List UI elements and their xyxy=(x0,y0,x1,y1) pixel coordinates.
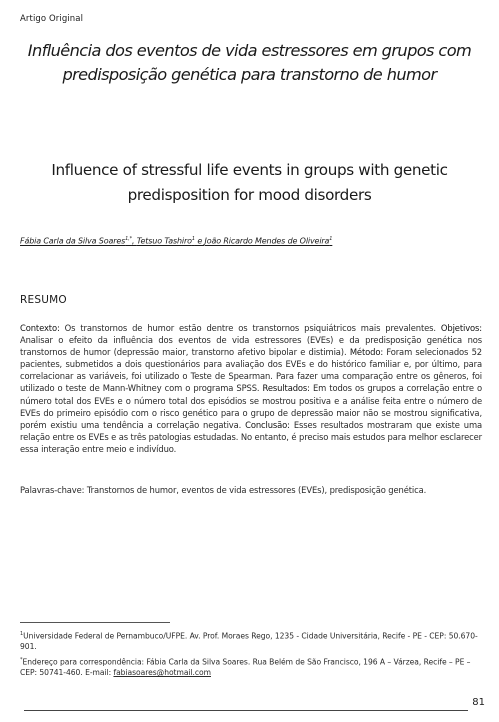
footnote-mark: * xyxy=(20,656,23,663)
author-separator: e xyxy=(194,236,205,246)
footnote-mark: 1 xyxy=(20,631,24,637)
title-english: Influence of stressful life events in groups with genetic predisposition for mood disorders xyxy=(51,161,448,204)
author-affiliation-mark: 1 xyxy=(329,236,333,242)
abstract-label-resultados: Resultados: xyxy=(262,383,310,394)
author-affiliation-mark: 1 xyxy=(191,236,195,242)
abstract-text-resultados: Em todos os grupos a correlação entre o número total dos EVEs e o número total dos episódios se mostrou positiva e a análise feita entre o número de EVEs do primeiro episódio com o risco genético para o grupo de depressão maior não se mostrou significativa, porém existiu uma tendência a correlação negativa. xyxy=(20,383,482,430)
footer-rule xyxy=(24,710,468,711)
footnote-correspondence xyxy=(20,655,485,679)
author-separator: , xyxy=(131,236,137,246)
author-name: Fábia Carla da Silva Soares xyxy=(20,236,126,246)
keywords-label: Palavras-chave: xyxy=(20,485,85,495)
footnote-affiliation-text: Universidade Federal de Pernambuco/UFPE. Av. Prof. Moraes Rego, 1235 - Cidade Universitária, Recife - PE - CEP: 50.670-901. xyxy=(20,631,478,652)
page-number: 81 xyxy=(472,697,485,708)
footnotes xyxy=(20,629,485,680)
abstract-label-contexto: Contexto: xyxy=(20,323,60,333)
abstract-text-contexto: Os transtornos de humor estão dentre os transtornos psiquiátricos mais prevalentes. xyxy=(59,323,441,333)
author-name: Tetsuo Tashiro xyxy=(136,236,192,246)
abstract-label-metodo: Método: xyxy=(349,347,384,358)
abstract-body xyxy=(20,322,482,455)
footnote-affiliation xyxy=(20,629,485,653)
keywords-text: Transtornos de humor, eventos de vida estressores (EVEs), predisposição genética. xyxy=(84,485,427,495)
author-affiliation-mark: 1,* xyxy=(125,236,132,242)
abstract-label-objetivos: Objetivos: xyxy=(440,323,482,333)
title-portuguese: Influência dos eventos de vida estressores em grupos com predisposição genética para transtorno de humor xyxy=(27,41,472,84)
abstract-text-metodo: Foram selecionados 52 pacientes, submetidos a dois questionários para avaliação dos EVEs e do histórico familiar e, por último, para correlacionar as variáveis, foi utilizado o Teste de Spearman. Para fazer uma comparação entre os gêneros, foi utilizado o teste de Mann-Whitney com o programa SPSS. xyxy=(20,347,482,394)
abstract-text-conclusao: Esses resultados mostraram que existe uma relação entre os EVEs e as três patologias estudadas. No entanto, é preciso mais estudos para melhor esclarecer essa interação entre meio e indivíduo. xyxy=(20,419,482,454)
abstract-heading: RESUMO xyxy=(20,294,67,306)
abstract-label-conclusao: Conclusão: xyxy=(245,419,290,430)
email-link[interactable]: fabiasoares@hotmail.com xyxy=(113,667,211,677)
footnote-divider xyxy=(20,622,170,623)
footnote-correspondence-text: Endereço para correspondência: Fábia Carla da Silva Soares. Rua Belém de São Francisco, 196 A – Várzea, Recife – PE – CEP: 50741-460. E-mail: xyxy=(20,657,471,677)
keywords xyxy=(20,485,482,495)
abstract-text-objetivos: Analisar o efeito da influência dos eventos de vida estressores (EVEs) e da predisposição genética nos transtornos de humor (depressão maior, transtorno afetivo bipolar e distimia). xyxy=(20,335,482,358)
author-name: João Ricardo Mendes de Oliveira xyxy=(204,236,330,246)
section-label: Artigo Original xyxy=(20,14,84,24)
author-list xyxy=(20,236,480,246)
